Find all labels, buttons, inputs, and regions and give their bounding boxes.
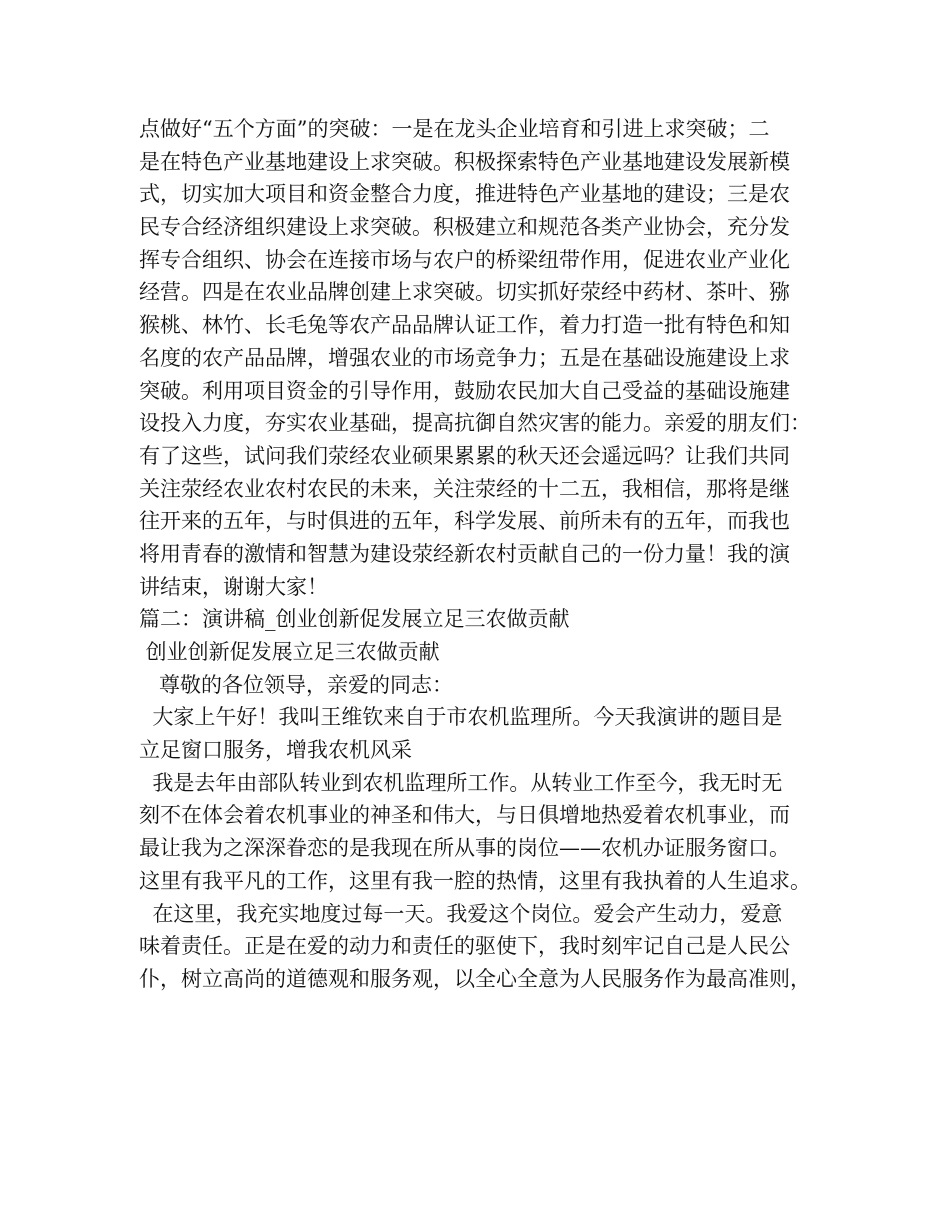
text-line: 仆，树立高尚的道德观和服务观，以全心全意为人民服务作为最高准则， xyxy=(139,966,811,991)
text-line: 这里有我平凡的工作，这里有我一腔的热情，这里有我执着的人生追求。 xyxy=(139,868,811,893)
text-line: 是在特色产业基地建设上求突破。积极探索特色产业基地建设发展新模 xyxy=(139,149,790,174)
section-heading: 篇二：演讲稿_创业创新促发展立足三农做贡献 xyxy=(139,607,570,632)
text-line: 刻不在体会着农机事业的神圣和伟大，与日俱增地热爱着农机事业，而 xyxy=(139,803,790,828)
text-line: 关注荥经农业农村农民的未来，关注荥经的十二五，我相信，那将是继 xyxy=(139,476,790,501)
salutation: 尊敬的各位领导，亲爱的同志： xyxy=(139,672,454,697)
text-line: 经营。四是在农业品牌创建上求突破。切实抓好荥经中药材、茶叶、猕 xyxy=(139,280,790,305)
speech-title: 创业创新促发展立足三农做贡献 xyxy=(139,640,440,664)
text-line: 将用青春的激情和智慧为建设荥经新农村贡献自己的一份力量！我的演 xyxy=(139,541,790,566)
text-line: 往开来的五年，与时俱进的五年，科学发展、前所未有的五年，而我也 xyxy=(139,509,790,534)
text-line: 挥专合组织、协会在连接市场与农户的桥梁纽带作用，促进农业产业化 xyxy=(139,247,790,272)
text-line: 有了这些，试问我们荥经农业硕果累累的秋天还会遥远吗？让我们共同 xyxy=(139,443,790,468)
text-line: 立足窗口服务，增我农机风采 xyxy=(139,738,412,763)
text-line: 我是去年由部队转业到农机监理所工作。从转业工作至今，我无时无 xyxy=(139,770,783,795)
text-line: 猴桃、林竹、长毛兔等农产品品牌认证工作，着力打造一批有特色和知 xyxy=(139,313,790,338)
document-body xyxy=(139,113,839,996)
text-line: 讲结束，谢谢大家！ xyxy=(139,574,328,599)
text-line: 大家上午好！我叫王维钦来自于市农机监理所。今天我演讲的题目是 xyxy=(139,705,783,730)
text-line: 味着责任。正是在爱的动力和责任的驱使下，我时刻牢记自己是人民公 xyxy=(139,934,790,959)
text-line: 民专合经济组织建设上求突破。积极建立和规范各类产业协会，充分发 xyxy=(139,215,790,240)
text-line: 设投入力度，夯实农业基础，提高抗御自然灾害的能力。亲爱的朋友们： xyxy=(139,411,811,436)
text-line: 在这里，我充实地度过每一天。我爱这个岗位。爱会产生动力，爱意 xyxy=(139,901,783,926)
text-line: 式，切实加大项目和资金整合力度，推进特色产业基地的建设；三是农 xyxy=(139,182,790,207)
text-line: 突破。利用项目资金的引导作用，鼓励农民加大自己受益的基础设施建 xyxy=(139,378,790,403)
text-line: 点做好“五个方面”的突破：一是在龙头企业培育和引进上求突破；二 xyxy=(139,117,770,141)
text-line: 名度的农产品品牌，增强农业的市场竞争力；五是在基础设施建设上求 xyxy=(139,345,790,370)
text-line: 最让我为之深深眷恋的是我现在所从事的岗位——农机办证服务窗口。 xyxy=(139,836,790,861)
